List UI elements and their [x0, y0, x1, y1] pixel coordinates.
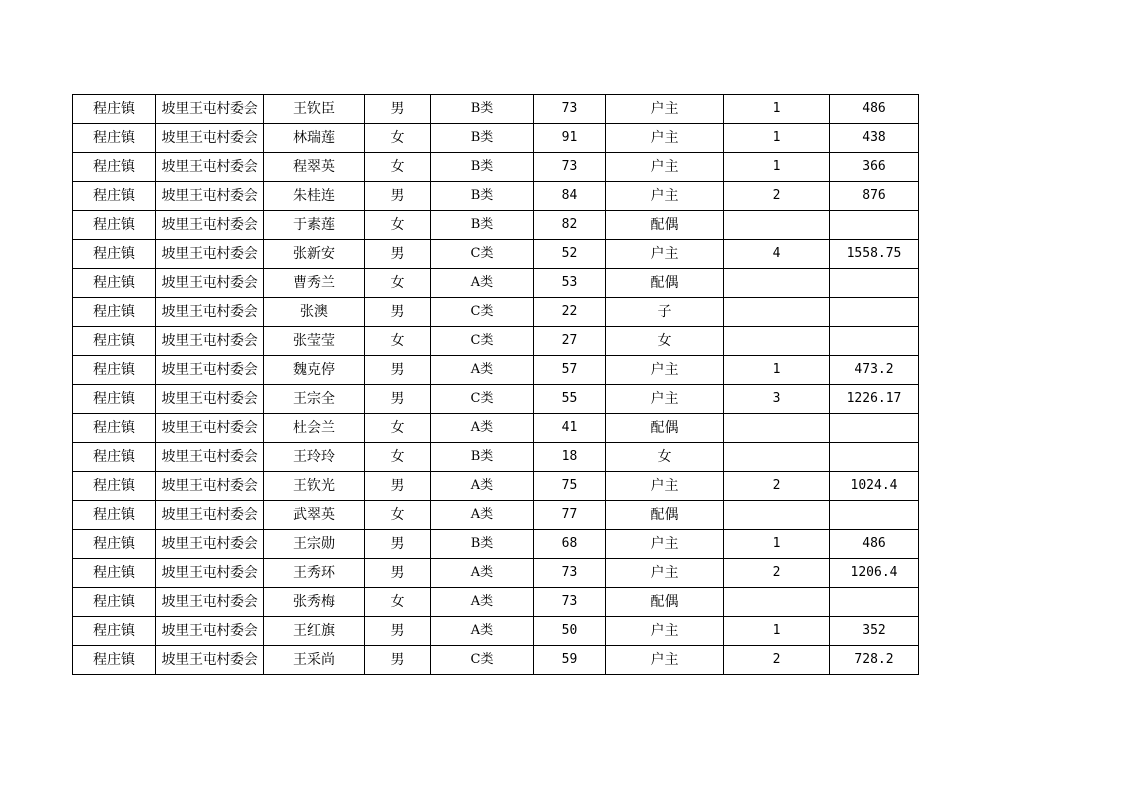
category-cell: C类: [431, 327, 534, 356]
age-cell: 18: [534, 443, 606, 472]
amount-cell: 728.2: [830, 646, 919, 675]
gender-cell: 男: [365, 356, 431, 385]
village-cell: 坡里王屯村委会: [156, 414, 264, 443]
name-cell: 武翠英: [264, 501, 365, 530]
household-size-cell: 2: [724, 182, 830, 211]
relation-cell: 户主: [606, 95, 724, 124]
age-cell: 75: [534, 472, 606, 501]
amount-cell: 1558.75: [830, 240, 919, 269]
table-row: [73, 95, 919, 124]
category-cell: C类: [431, 298, 534, 327]
name-cell: 王钦臣: [264, 95, 365, 124]
village-cell: 坡里王屯村委会: [156, 559, 264, 588]
name-cell: 王秀环: [264, 559, 365, 588]
town-cell: 程庄镇: [73, 414, 156, 443]
household-size-cell: [724, 501, 830, 530]
table-row: [73, 414, 919, 443]
name-cell: 于素莲: [264, 211, 365, 240]
household-size-cell: 1: [724, 356, 830, 385]
table-row: [73, 124, 919, 153]
name-cell: 杜会兰: [264, 414, 365, 443]
table-row: [73, 443, 919, 472]
age-cell: 77: [534, 501, 606, 530]
name-cell: 朱桂连: [264, 182, 365, 211]
table-row: [73, 385, 919, 414]
table-row: [73, 356, 919, 385]
town-cell: 程庄镇: [73, 559, 156, 588]
town-cell: 程庄镇: [73, 443, 156, 472]
town-cell: 程庄镇: [73, 211, 156, 240]
age-cell: 73: [534, 153, 606, 182]
amount-cell: [830, 414, 919, 443]
village-cell: 坡里王屯村委会: [156, 617, 264, 646]
category-cell: C类: [431, 646, 534, 675]
gender-cell: 女: [365, 153, 431, 182]
table-body: [73, 95, 919, 675]
age-cell: 91: [534, 124, 606, 153]
category-cell: B类: [431, 95, 534, 124]
gender-cell: 女: [365, 269, 431, 298]
gender-cell: 女: [365, 501, 431, 530]
table-row: [73, 211, 919, 240]
household-size-cell: [724, 443, 830, 472]
town-cell: 程庄镇: [73, 298, 156, 327]
relation-cell: 配偶: [606, 414, 724, 443]
category-cell: A类: [431, 559, 534, 588]
gender-cell: 男: [365, 472, 431, 501]
age-cell: 68: [534, 530, 606, 559]
name-cell: 张秀梅: [264, 588, 365, 617]
gender-cell: 男: [365, 240, 431, 269]
village-cell: 坡里王屯村委会: [156, 327, 264, 356]
household-size-cell: 1: [724, 95, 830, 124]
relation-cell: 户主: [606, 240, 724, 269]
table-row: [73, 182, 919, 211]
town-cell: 程庄镇: [73, 153, 156, 182]
category-cell: A类: [431, 414, 534, 443]
town-cell: 程庄镇: [73, 95, 156, 124]
village-cell: 坡里王屯村委会: [156, 182, 264, 211]
age-cell: 27: [534, 327, 606, 356]
category-cell: A类: [431, 501, 534, 530]
table-row: [73, 530, 919, 559]
table-row: [73, 617, 919, 646]
relation-cell: 配偶: [606, 211, 724, 240]
town-cell: 程庄镇: [73, 327, 156, 356]
village-cell: 坡里王屯村委会: [156, 588, 264, 617]
town-cell: 程庄镇: [73, 124, 156, 153]
household-size-cell: 2: [724, 472, 830, 501]
town-cell: 程庄镇: [73, 530, 156, 559]
gender-cell: 女: [365, 211, 431, 240]
age-cell: 50: [534, 617, 606, 646]
household-size-cell: [724, 211, 830, 240]
village-cell: 坡里王屯村委会: [156, 95, 264, 124]
relation-cell: 户主: [606, 356, 724, 385]
amount-cell: 438: [830, 124, 919, 153]
village-cell: 坡里王屯村委会: [156, 153, 264, 182]
amount-cell: 876: [830, 182, 919, 211]
relation-cell: 配偶: [606, 588, 724, 617]
name-cell: 王玲玲: [264, 443, 365, 472]
town-cell: 程庄镇: [73, 385, 156, 414]
table-row: [73, 646, 919, 675]
relation-cell: 户主: [606, 559, 724, 588]
relation-cell: 配偶: [606, 269, 724, 298]
category-cell: B类: [431, 530, 534, 559]
amount-cell: 473.2: [830, 356, 919, 385]
relation-cell: 户主: [606, 182, 724, 211]
gender-cell: 女: [365, 124, 431, 153]
age-cell: 57: [534, 356, 606, 385]
category-cell: A类: [431, 472, 534, 501]
gender-cell: 女: [365, 327, 431, 356]
household-size-cell: [724, 588, 830, 617]
relation-cell: 女: [606, 327, 724, 356]
table-row: [73, 269, 919, 298]
gender-cell: 男: [365, 95, 431, 124]
table-row: [73, 327, 919, 356]
table-row: [73, 153, 919, 182]
town-cell: 程庄镇: [73, 617, 156, 646]
household-size-cell: [724, 298, 830, 327]
table-row: [73, 588, 919, 617]
age-cell: 59: [534, 646, 606, 675]
category-cell: B类: [431, 153, 534, 182]
village-cell: 坡里王屯村委会: [156, 298, 264, 327]
town-cell: 程庄镇: [73, 588, 156, 617]
relation-cell: 户主: [606, 153, 724, 182]
village-cell: 坡里王屯村委会: [156, 211, 264, 240]
town-cell: 程庄镇: [73, 472, 156, 501]
gender-cell: 男: [365, 617, 431, 646]
name-cell: 王钦光: [264, 472, 365, 501]
gender-cell: 男: [365, 559, 431, 588]
name-cell: 王宗勋: [264, 530, 365, 559]
name-cell: 林瑞莲: [264, 124, 365, 153]
household-size-cell: [724, 327, 830, 356]
relation-cell: 配偶: [606, 501, 724, 530]
village-cell: 坡里王屯村委会: [156, 646, 264, 675]
town-cell: 程庄镇: [73, 240, 156, 269]
gender-cell: 男: [365, 182, 431, 211]
relation-cell: 户主: [606, 385, 724, 414]
household-size-cell: 3: [724, 385, 830, 414]
gender-cell: 男: [365, 298, 431, 327]
category-cell: A类: [431, 617, 534, 646]
relation-cell: 户主: [606, 617, 724, 646]
relation-cell: 户主: [606, 530, 724, 559]
amount-cell: 1206.4: [830, 559, 919, 588]
age-cell: 55: [534, 385, 606, 414]
village-cell: 坡里王屯村委会: [156, 443, 264, 472]
town-cell: 程庄镇: [73, 356, 156, 385]
household-size-cell: 4: [724, 240, 830, 269]
age-cell: 73: [534, 559, 606, 588]
category-cell: C类: [431, 240, 534, 269]
category-cell: C类: [431, 385, 534, 414]
gender-cell: 女: [365, 588, 431, 617]
amount-cell: 486: [830, 95, 919, 124]
relation-cell: 子: [606, 298, 724, 327]
gender-cell: 女: [365, 443, 431, 472]
data-table: [72, 94, 919, 675]
table-row: [73, 559, 919, 588]
village-cell: 坡里王屯村委会: [156, 124, 264, 153]
village-cell: 坡里王屯村委会: [156, 269, 264, 298]
name-cell: 王宗全: [264, 385, 365, 414]
village-cell: 坡里王屯村委会: [156, 356, 264, 385]
relation-cell: 女: [606, 443, 724, 472]
name-cell: 王采尚: [264, 646, 365, 675]
category-cell: B类: [431, 124, 534, 153]
category-cell: B类: [431, 182, 534, 211]
gender-cell: 男: [365, 530, 431, 559]
amount-cell: [830, 588, 919, 617]
household-size-cell: 1: [724, 124, 830, 153]
town-cell: 程庄镇: [73, 182, 156, 211]
amount-cell: [830, 443, 919, 472]
household-size-cell: 1: [724, 153, 830, 182]
household-size-cell: 1: [724, 617, 830, 646]
name-cell: 曹秀兰: [264, 269, 365, 298]
table-row: [73, 472, 919, 501]
amount-cell: [830, 501, 919, 530]
category-cell: B类: [431, 443, 534, 472]
village-cell: 坡里王屯村委会: [156, 385, 264, 414]
age-cell: 73: [534, 588, 606, 617]
relation-cell: 户主: [606, 124, 724, 153]
gender-cell: 女: [365, 414, 431, 443]
household-size-cell: [724, 269, 830, 298]
gender-cell: 男: [365, 385, 431, 414]
age-cell: 84: [534, 182, 606, 211]
age-cell: 22: [534, 298, 606, 327]
village-cell: 坡里王屯村委会: [156, 530, 264, 559]
name-cell: 张莹莹: [264, 327, 365, 356]
household-size-cell: 2: [724, 646, 830, 675]
gender-cell: 男: [365, 646, 431, 675]
household-size-cell: [724, 414, 830, 443]
amount-cell: 1226.17: [830, 385, 919, 414]
amount-cell: 352: [830, 617, 919, 646]
age-cell: 41: [534, 414, 606, 443]
age-cell: 53: [534, 269, 606, 298]
town-cell: 程庄镇: [73, 269, 156, 298]
table-row: [73, 240, 919, 269]
age-cell: 73: [534, 95, 606, 124]
name-cell: 张新安: [264, 240, 365, 269]
relation-cell: 户主: [606, 646, 724, 675]
amount-cell: 366: [830, 153, 919, 182]
category-cell: A类: [431, 588, 534, 617]
amount-cell: [830, 269, 919, 298]
name-cell: 王红旗: [264, 617, 365, 646]
household-size-cell: 2: [724, 559, 830, 588]
category-cell: B类: [431, 211, 534, 240]
village-cell: 坡里王屯村委会: [156, 240, 264, 269]
town-cell: 程庄镇: [73, 501, 156, 530]
age-cell: 52: [534, 240, 606, 269]
name-cell: 程翠英: [264, 153, 365, 182]
relation-cell: 户主: [606, 472, 724, 501]
table-row: [73, 501, 919, 530]
household-size-cell: 1: [724, 530, 830, 559]
category-cell: A类: [431, 269, 534, 298]
category-cell: A类: [431, 356, 534, 385]
age-cell: 82: [534, 211, 606, 240]
town-cell: 程庄镇: [73, 646, 156, 675]
name-cell: 魏克停: [264, 356, 365, 385]
village-cell: 坡里王屯村委会: [156, 501, 264, 530]
name-cell: 张澳: [264, 298, 365, 327]
amount-cell: 1024.4: [830, 472, 919, 501]
amount-cell: 486: [830, 530, 919, 559]
table-row: [73, 298, 919, 327]
amount-cell: [830, 327, 919, 356]
amount-cell: [830, 298, 919, 327]
village-cell: 坡里王屯村委会: [156, 472, 264, 501]
amount-cell: [830, 211, 919, 240]
